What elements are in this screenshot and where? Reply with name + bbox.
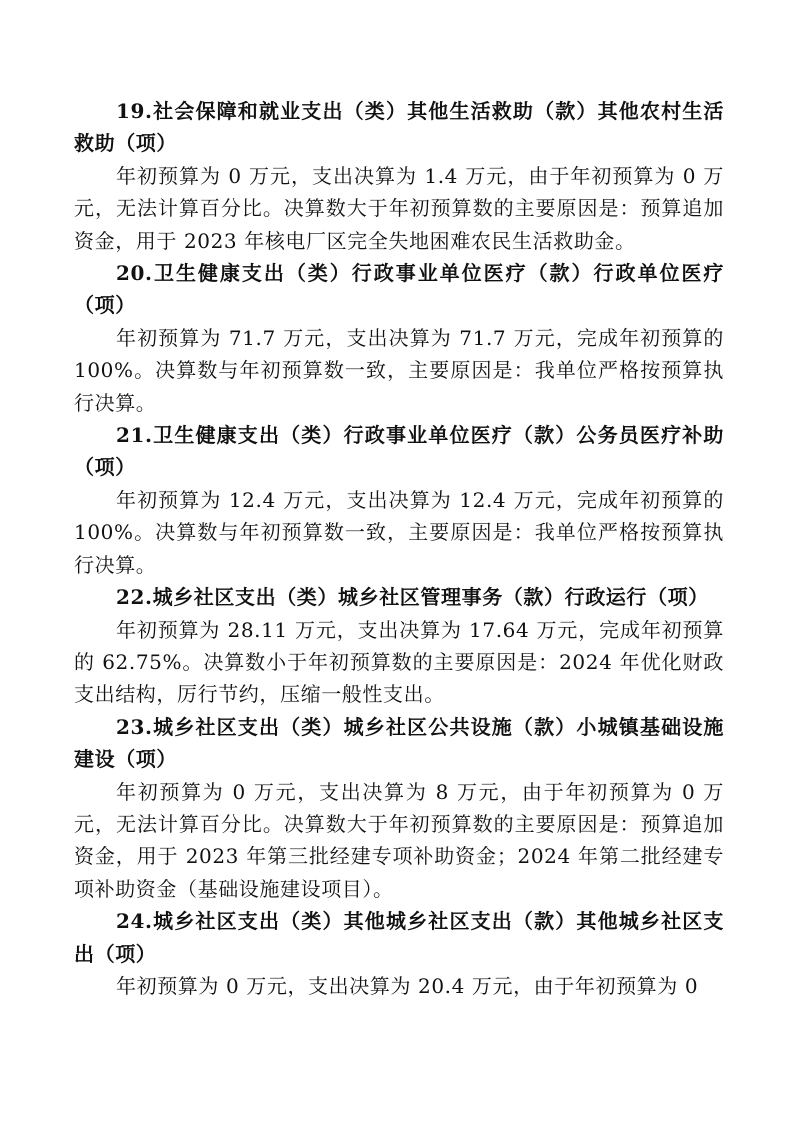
section-24-body: 年初预算为 0 万元，支出决算为 20.4 万元，由于年初预算为 0 xyxy=(116,973,699,998)
section-19-body: 年初预算为 0 万元，支出决算为 1.4 万元，由于年初预算为 0 万元，无法计算百分比。决算数大于年初预算数的主要原因是：预算追加资金，用于 2023 年核电厂区完全失地困难农民生活救助金。 xyxy=(74,163,724,253)
section-21-body: 年初预算为 12.4 万元，支出决算为 12.4 万元，完成年初预算的 100%。决算数与年初预算数一致，主要原因是：我单位严格按预算执行决算。 xyxy=(74,487,724,577)
document-body xyxy=(74,95,724,1002)
section-22-body: 年初预算为 28.11 万元，支出决算为 17.64 万元，完成年初预算的 62.75%。决算数小于年初预算数的主要原因是：2024 年优化财政支出结构，厉行节约，压缩一般性支出。 xyxy=(74,617,724,707)
section-19-heading: 19.社会保障和就业支出（类）其他生活救助（款）其他农村生活救助（项） xyxy=(74,99,724,156)
section-20-body: 年初预算为 71.7 万元，支出决算为 71.7 万元，完成年初预算的 100%。决算数与年初预算数一致，主要原因是：我单位严格按预算执行决算。 xyxy=(74,325,724,415)
section-23-body: 年初预算为 0 万元，支出决算为 8 万元，由于年初预算为 0 万元，无法计算百分比。决算数大于年初预算数的主要原因是：预算追加资金，用于 2023 年第三批经建专项补助资金；2024 年第二批经建专项补助资金（基础设施建设项目）。 xyxy=(74,779,724,901)
section-24-heading: 24.城乡社区支出（类）其他城乡社区支出（款）其他城乡社区支出（项） xyxy=(74,909,724,966)
section-23-heading: 23.城乡社区支出（类）城乡社区公共设施（款）小城镇基础设施建设（项） xyxy=(74,714,724,772)
section-21-heading: 21.卫生健康支出（类）行政事业单位医疗（款）公务员医疗补助（项） xyxy=(74,423,724,480)
section-22-heading: 22.城乡社区支出（类）城乡社区管理事务（款）行政运行（项） xyxy=(116,585,709,610)
section-20-heading: 20.卫生健康支出（类）行政事业单位医疗（款）行政单位医疗（项） xyxy=(74,261,724,318)
